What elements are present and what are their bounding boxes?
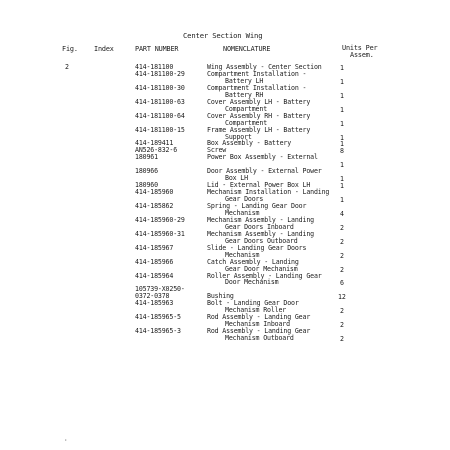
units-cell: 1	[340, 77, 344, 86]
nomenclature-cell: Mechanism Roller	[225, 306, 287, 315]
nomenclature-cell: Cover Assembly LH - Battery	[207, 97, 311, 106]
nomenclature-cell: Gear Doors Outboard	[225, 236, 298, 245]
part-number-cell: 414-181100	[135, 63, 174, 71]
units-cell: 1	[340, 175, 344, 184]
nomenclature-cell: Door Assembly - External Power	[207, 167, 322, 176]
nomenclature-cell: Bushing	[207, 292, 234, 301]
nomenclature-cell: Gear Door Mechanism	[225, 264, 298, 273]
part-number-cell: 105739-X0250-	[135, 285, 185, 294]
part-number-cell: 414-185963	[135, 299, 174, 308]
part-number-cell: 414-181100-63	[135, 97, 185, 106]
units-cell: 2	[340, 307, 344, 316]
header-units-line1: Units Per	[342, 44, 378, 52]
nomenclature-cell: Mechanism Assembly - Landing	[207, 229, 314, 238]
nomenclature-cell: Box Assembly - Battery	[207, 139, 292, 148]
nomenclature-cell: Rod Assembly - Landing Gear	[207, 327, 311, 336]
nomenclature-cell: Roller Assembly - Landing Gear	[207, 271, 322, 280]
units-cell: 12	[338, 293, 346, 302]
nomenclature-cell: Catch Assembly - Landing	[207, 257, 299, 266]
units-cell: 1	[340, 105, 344, 114]
nomenclature-cell: Battery LH	[225, 76, 264, 85]
part-number-cell: 414-185966	[135, 257, 174, 266]
part-number-cell: 414-181100-64	[135, 111, 185, 120]
nomenclature-cell: Battery RH	[225, 90, 264, 99]
part-number-cell: 414-185964	[135, 271, 174, 280]
nomenclature-cell: Mechanism Installation - Landing	[207, 188, 330, 197]
table-row	[0, 335, 450, 342]
nomenclature-cell: Compartment	[225, 118, 268, 127]
scan-speck: ·	[64, 437, 68, 444]
header-part-number: PART NUMBER	[135, 45, 179, 53]
units-cell: 2	[340, 251, 344, 260]
units-cell: 2	[340, 237, 344, 246]
units-cell: 8	[340, 147, 344, 156]
nomenclature-cell: Compartment Installation -	[207, 69, 307, 78]
units-cell: 1	[340, 119, 344, 128]
nomenclature-cell: Gear Doors Inboard	[225, 222, 294, 231]
nomenclature-cell: Rod Assembly - Landing Gear	[207, 313, 311, 322]
units-cell: 1	[340, 140, 344, 149]
units-cell: 2	[340, 335, 344, 344]
nomenclature-cell: Frame Assembly LH - Battery	[207, 125, 311, 134]
nomenclature-cell: Mechanism Outboard	[225, 334, 294, 343]
header-units-line2: Assem.	[350, 51, 374, 59]
part-number-cell: 414-189411	[135, 139, 174, 148]
part-number-cell: 414-185960-31	[135, 229, 185, 238]
nomenclature-cell: Box LH	[225, 174, 248, 183]
part-number-cell: 414-181100-29	[135, 69, 185, 78]
units-cell: 2	[340, 321, 344, 330]
nomenclature-cell: Wing Assembly - Center Section	[207, 63, 322, 71]
units-cell: 1	[340, 64, 344, 72]
nomenclature-cell: Spring - Landing Gear Door	[207, 202, 307, 210]
part-number-cell: 180960	[135, 181, 158, 190]
units-cell: 1	[340, 196, 344, 205]
units-cell: 1	[340, 133, 344, 142]
nomenclature-cell: Compartment	[225, 104, 268, 113]
units-cell: 1	[340, 182, 344, 191]
part-number-cell: 414-185965-5	[135, 313, 181, 322]
nomenclature-cell: Lid - External Power Box LH	[207, 181, 311, 190]
nomenclature-cell: Gear Doors	[225, 195, 264, 204]
units-cell: 2	[340, 223, 344, 232]
units-cell: 6	[340, 279, 344, 288]
nomenclature-cell: Mechanism	[225, 208, 260, 217]
header-nomenclature: NOMENCLATURE	[223, 45, 271, 53]
part-number-cell: AN526-832-6	[135, 146, 178, 155]
part-number-cell: 414-185960	[135, 188, 174, 197]
part-number-cell: 180966	[135, 167, 158, 176]
nomenclature-cell: Slide - Landing Gear Doors	[207, 243, 307, 252]
units-cell: 1	[340, 91, 344, 100]
header-index: Index	[94, 45, 114, 53]
part-number-cell: 414-185965-3	[135, 327, 181, 336]
part-number-cell: 0372-0378	[135, 292, 170, 301]
part-number-cell: 180961	[135, 153, 158, 162]
table-row	[0, 154, 450, 161]
nomenclature-cell: Bolt - Landing Gear Door	[207, 299, 299, 308]
figure-number: 2	[65, 63, 69, 71]
nomenclature-cell: Compartment Installation -	[207, 83, 307, 92]
nomenclature-cell: Cover Assembly RH - Battery	[207, 111, 311, 120]
nomenclature-cell: Mechanism Inboard	[225, 320, 290, 329]
part-number-cell: 414-185967	[135, 243, 174, 252]
part-number-cell: 414-185960-29	[135, 215, 185, 224]
part-number-cell: 414-181100-30	[135, 83, 185, 92]
nomenclature-cell: Door Mechanism	[225, 278, 279, 287]
table-row	[0, 279, 450, 286]
page-title: Center Section Wing	[183, 31, 263, 40]
nomenclature-cell: Power Box Assembly - External	[207, 153, 318, 162]
part-number-cell: 414-185862	[135, 202, 174, 210]
part-number-cell: 414-181100-15	[135, 125, 185, 134]
nomenclature-cell: Support	[225, 132, 252, 141]
header-fig: Fig.	[62, 45, 78, 53]
units-cell: 1	[340, 161, 344, 170]
units-cell: 4	[340, 209, 344, 218]
nomenclature-cell: Mechanism	[225, 250, 260, 259]
nomenclature-cell: Mechanism Assembly - Landing	[207, 215, 314, 224]
nomenclature-cell: Screw	[207, 146, 227, 155]
units-cell: 2	[340, 265, 344, 274]
